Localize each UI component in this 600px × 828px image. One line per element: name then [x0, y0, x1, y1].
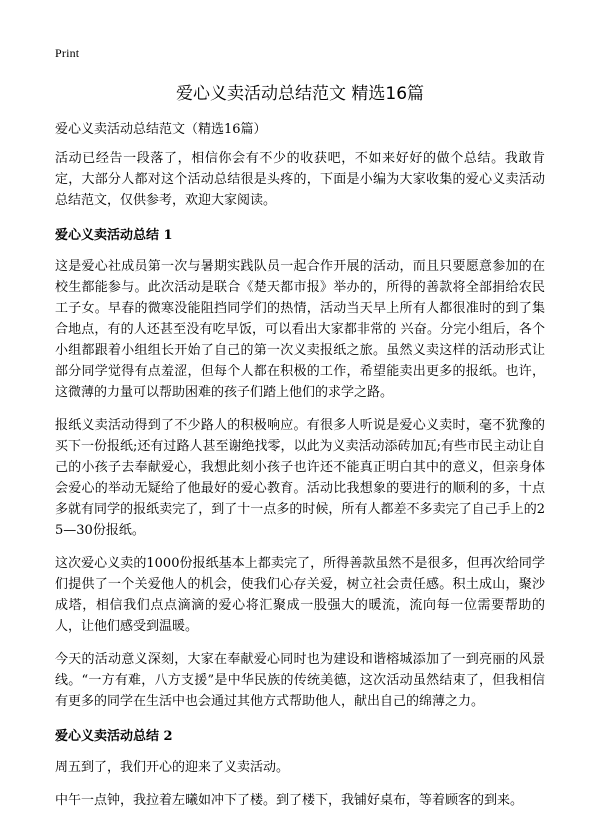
print-label[interactable]: Print: [55, 46, 80, 60]
section-heading: 爱心义卖活动总结 1: [55, 228, 173, 243]
document-subtitle: 爱心义卖活动总结范文（精选16篇）: [55, 122, 267, 137]
section-paragraph: 中午一点钟，我拉着左曦如冲下了楼。到了楼下，我铺好桌布，等着顾客的到来。: [55, 793, 524, 808]
intro-paragraph: 活动已经告一段落了，相信你会有不少的收获吧，不如来好好的做个总结。我敢肯定，大部分人都对这个活动总结很是头疼的，下面是小编为大家收集的爱心义卖活动总结范文，仅供参考，欢迎大家阅读。: [55, 151, 545, 208]
document-body: [55, 120, 545, 823]
section-heading: 爱心义卖活动总结 2: [55, 729, 173, 744]
section-paragraph: 今天的活动意义深刻，大家在奉献爱心同时也为建设和谐榕城添加了一到亮丽的风景线。“一方有难，八方支援”是中华民族的传统美德，这次活动虽然结束了，但我相信有更多的同学在生活中也会通过其他方式帮助他人，献出自己的绵薄之力。: [55, 652, 545, 709]
document-title: 爱心义卖活动总结范文 精选16篇: [175, 84, 425, 104]
section-paragraph: 周五到了，我们开心的迎来了义卖活动。: [55, 760, 290, 775]
section-paragraph: 报纸义卖活动得到了不少路人的积极响应。有很多人听说是爱心义卖时，毫不犹豫的买下一份报纸;还有过路人甚至谢绝找零，以此为义卖活动添砖加瓦;有些市民主动让自己的小孩子去奉献爱心，我想此刻小孩子也许还不能真正明白其中的意义，但亲身体会爱心的举动无疑给了他最好的爱心教育。活动比我想象的要进行的顺利的多，十点多就有同学的报纸卖完了，到了十一点多的时候，所有人都差不多卖完了自己手上的25—30份报纸。: [55, 418, 545, 538]
section-paragraph: 这是爱心社成员第一次与暑期实践队员一起合作开展的活动，而且只要愿意参加的在校生都能参与。此次活动是联合《楚天都市报》举办的，所得的善款将全部捐给农民工子女。早春的微寒没能阻挡同学们的热情，活动当天早上所有人都很准时的到了集合地点，有的人还甚至没有吃早饭，可以看出大家都非常的 兴奋。分完小组后，各个小组都跟着小组组长开始了自己的第一次义卖报纸之旅。虽然义卖这样的活动形式让部分同学觉得有点羞涩，但每个人都在积极的工作，希望能卖出更多的报纸。也许，这微薄的力量可以帮助困难的孩子们踏上他们的求学之路。: [55, 259, 545, 400]
section-paragraph: 这次爱心义卖的1000份报纸基本上都卖完了，所得善款虽然不是很多，但再次给同学们提供了一个关爱他人的机会，使我们心存关爱，树立社会责任感。积土成山，聚沙成塔，相信我们点点滴滴的爱心将汇聚成一股强大的暖流，流向每一位需要帮助的人，让他们感受到温暖。: [55, 556, 545, 634]
